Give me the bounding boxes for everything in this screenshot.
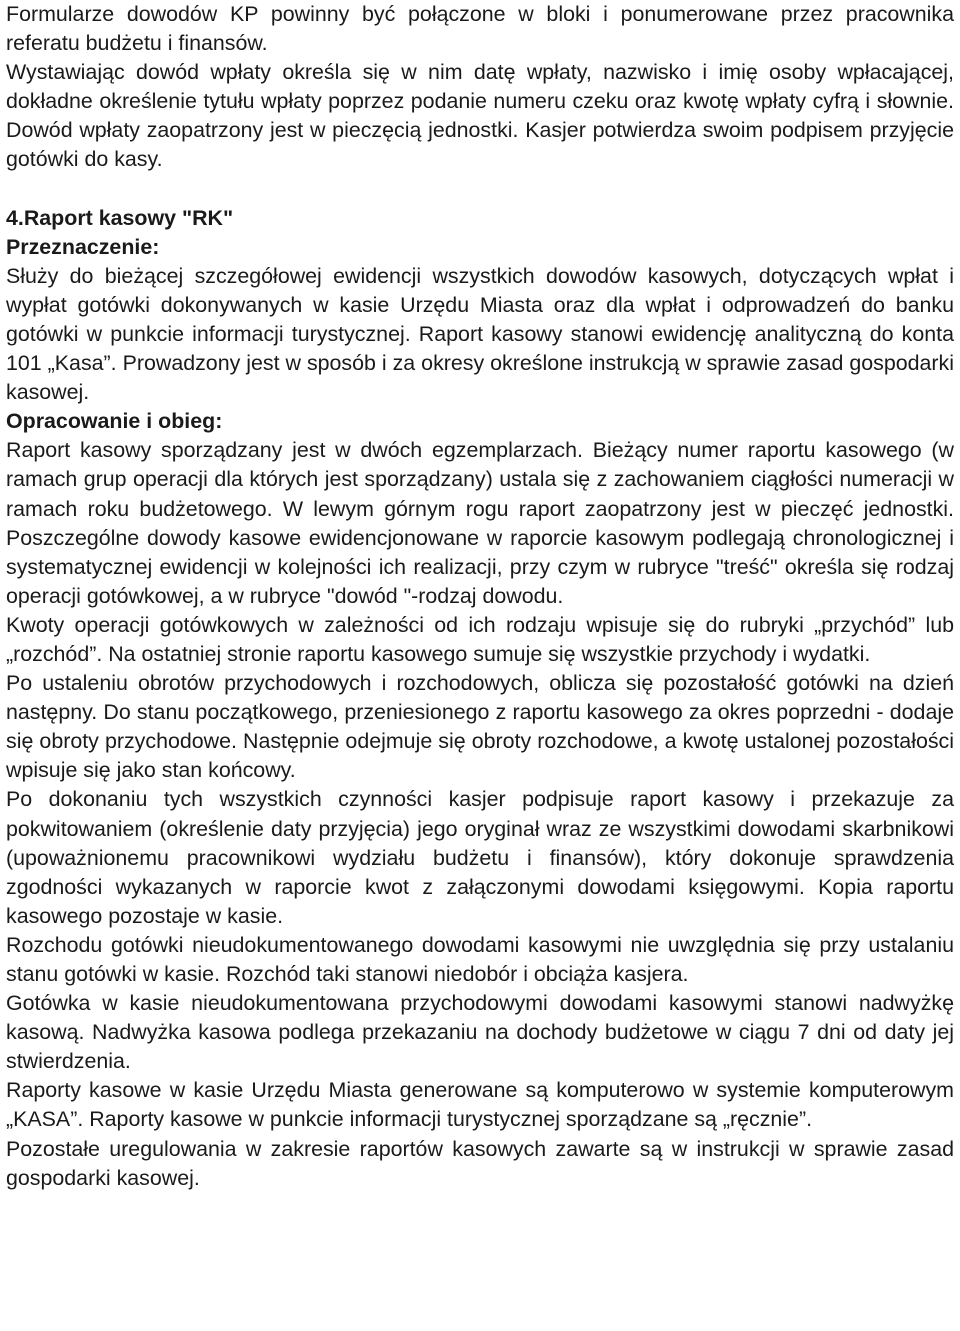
workflow-paragraph-surplus: Gotówka w kasie nieudokumentowana przychodowymi dowodami kasowymi stanowi nadwyżkę kasową. Nadwyżka kasowa podlega przekazaniu na dochody budżetowe w ciągu 7 dni od daty jej stwierdzenia. [6, 991, 954, 1074]
workflow-paragraph-computer-system: Raporty kasowe w kasie Urzędu Miasta generowane są komputerowo w systemie komputerowym „KASA”. Raporty kasowe w punkcie informacji turystycznej sporządzane są „ręcznie”. [6, 1078, 954, 1132]
section-title: 4.Raport kasowy "RK" [6, 205, 234, 230]
workflow-paragraph-signing: Po dokonaniu tych wszystkich czynności kasjer podpisuje raport kasowy i przekazuje za pokwitowaniem (określenie daty przyjęcia) jego oryginał wraz ze wszystkimi dowodami skarbnikowi (upoważnionemu pracownikowi wydziału budżetu i finansów), który dokonuje sprawdzenia zgodności wykazanych w raporcie kwot z załączonymi dowodami księgowymi. Kopia raportu kasowego pozostaje w kasie. [6, 787, 954, 928]
workflow-heading: Opracowanie i obieg: [6, 409, 223, 434]
purpose-heading: Przeznaczenie: [6, 234, 160, 259]
paragraph-payment-receipt: Wystawiając dowód wpłaty określa się w nim datę wpłaty, nazwisko i imię osoby wpłacającej, dokładne określenie tytułu wpłaty poprzez podanie numeru czeku oraz kwotę wpłaty cyfrą i słownie. Dowód wpłaty zaopatrzony jest w pieczęcią jednostki. Kasjer potwierdza swoim podpisem przyjęcie gotówki do kasy. [6, 60, 954, 172]
workflow-paragraph-other-rules: Pozostałe uregulowania w zakresie raportów kasowych zawarte są w instrukcji w sprawie zasad gospodarki kasowej. [6, 1136, 954, 1190]
workflow-paragraph-amounts: Kwoty operacji gotówkowych w zależności od ich rodzaju wpisuje się do rubryki „przychód” lub „rozchód”. Na ostatniej stronie raportu kasowego sumuje się wszystkie przychody i wydatki. [6, 612, 954, 666]
document-page [6, 0, 954, 1193]
workflow-paragraph-shortage: Rozchodu gotówki nieudokumentowanego dowodami kasowymi nie uwzględnia się przy ustalaniu stanu gotówki w kasie. Rozchód taki stanowi niedobór i obciąża kasjera. [6, 932, 954, 986]
purpose-text: Służy do bieżącej szczegółowej ewidencji wszystkich dowodów kasowych, dotyczących wpłat i wypłat gotówki dokonywanych w kasie Urzędu Miasta oraz dla wpłat i odprowadzeń do banku gotówki w punkcie informacji turystycznej. Raport kasowy stanowi ewidencję analityczną do konta 101 „Kasa”. Prowadzony jest w sposób i za okresy określone instrukcją w sprawie zasad gospodarki kasowej. [6, 263, 954, 405]
paragraph-gap [6, 175, 954, 204]
workflow-paragraph-numbering: Raport kasowy sporządzany jest w dwóch egzemplarzach. Bieżący numer raportu kasowego (w ramach grup operacji dla których jest sporządzany) ustala się z zachowaniem ciągłości numeracji w ramach roku budżetowego. W lewym górnym rogu raport zaopatrzony jest w pieczęć jednostki. Poszczególne dowody kasowe ewidencjonowane w raporcie kasowym podlegają chronologicznej i systematycznej ewidencji w kolejności ich realizacji, przy czym w rubryce "treść" określa się rodzaj operacji gotówkowej, a w rubryce "dowód "-rodzaj dowodu. [6, 438, 954, 608]
paragraph-forms-blocks: Formularze dowodów KP powinny być połączone w bloki i ponumerowane przez pracownika referatu budżetu i finansów. [6, 2, 954, 56]
workflow-paragraph-balance: Po ustaleniu obrotów przychodowych i rozchodowych, oblicza się pozostałość gotówki na dzień następny. Do stanu początkowego, przeniesionego z raportu kasowego za okres poprzedni - dodaje się obroty przychodowe. Następnie odejmuje się obroty rozchodowe, a kwotę ustalonej pozostałości wpisuje się jako stan końcowy. [6, 671, 954, 783]
